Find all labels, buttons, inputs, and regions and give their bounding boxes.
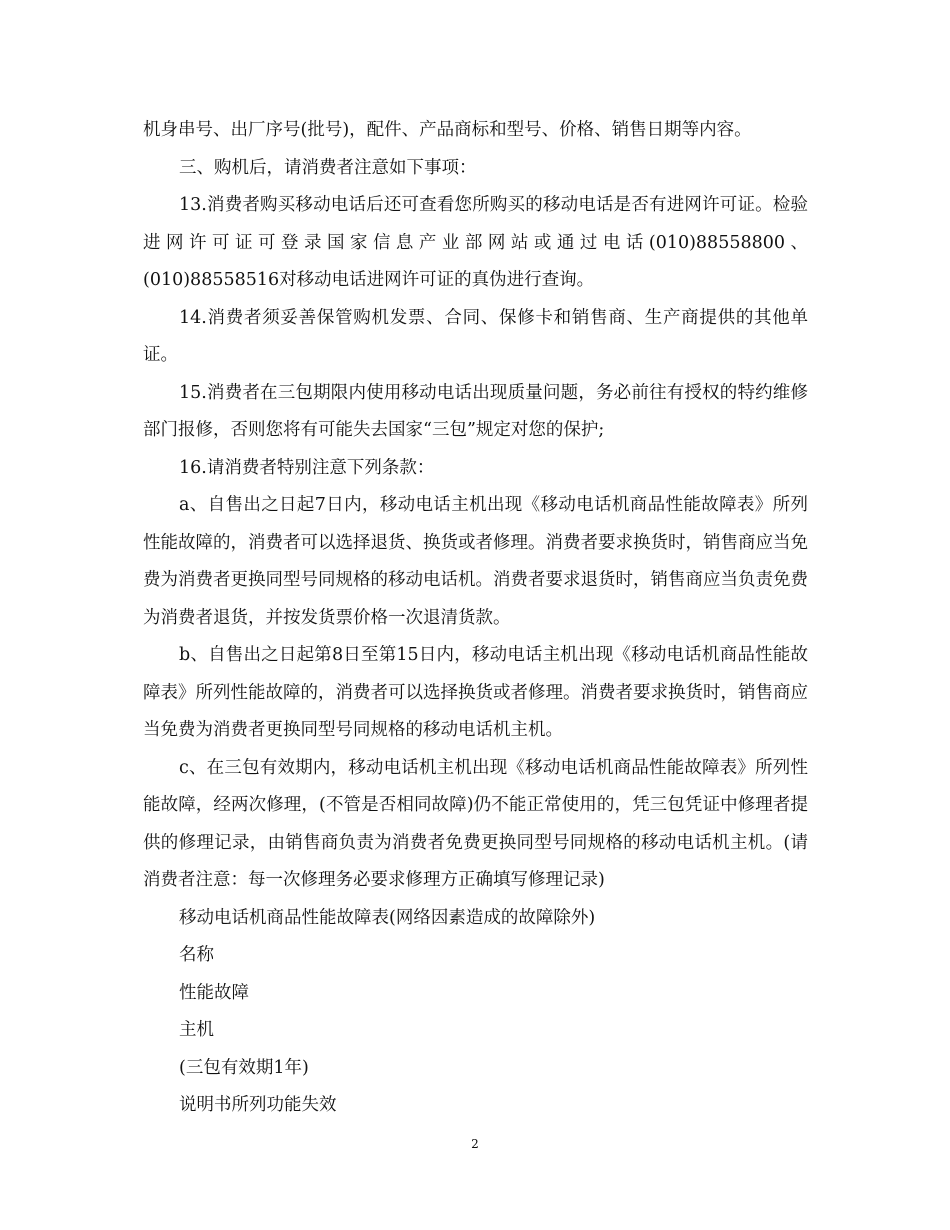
fault-table-name-header: 名称 [179,945,214,965]
document-body [143,112,808,1125]
paragraph-continuation: 机身串号、出厂序号(批号)，配件、产品商标和型号、价格、销售日期等内容。 [143,120,752,140]
fault-table-fault-header: 性能故障 [179,982,249,1003]
clause-16: 16.请消费者特别注意下列条款： [179,457,435,478]
fault-table-function-failure: 说明书所列功能失效 [179,1095,337,1115]
clause-16-c: c、在三包有效期内，移动电话机主机出现《移动电话机商品性能故障表》所列性能故障，经两次修理，(不管是否相同故障)仍不能正常使用的，凭三包凭证中修理者提供的修理记录，由销售商负责为消费者免费更换同型号同规格的移动电话机主机。(请消费者注意：每一次修理务必要求修理方正确填写修理记录) [143,757,808,890]
clause-16-a: a、自售出之日起7日内，移动电话主机出现《移动电话机商品性能故障表》所列性能故障的，消费者可以选择退货、换货或者修理。消费者要求换货时，销售商应当免费为消费者更换同型号同规格的移动电话机。消费者要求退货时，销售商应当负责免费为消费者退货，并按发货票价格一次退清货款。 [143,495,808,628]
fault-table-host-label: 主机 [179,1020,214,1040]
fault-table-warranty-period: (三包有效期1年) [179,1057,309,1078]
page-number: 2 [471,1137,479,1151]
clause-16-b: b、自售出之日起第8日至第15日内，移动电话主机出现《移动电话机商品性能故障表》所列性能故障的，消费者可以选择换货或者修理。消费者要求换货时，销售商应当免费为消费者更换同型号同规格的移动电话机主机。 [143,645,808,740]
clause-14: 14.消费者须妥善保管购机发票、合同、保修卡和销售商、生产商提供的其他单证。 [143,307,808,365]
clause-13: 13.消费者购买移动电话后还可查看您所购买的移动电话是否有进网许可证。检验进网许可证可登录国家信息产业部网站或通过电话(010)88558800、(010)88558516对移动电话进网许可证的真伪进行查询。 [143,195,808,290]
clause-15: 15.消费者在三包期限内使用移动电话出现质量问题，务必前往有授权的特约维修部门报修，否则您将有可能失去国家“三包”规定对您的保护; [143,382,808,440]
section-heading-after-purchase: 三、购机后，请消费者注意如下事项： [179,157,477,178]
fault-table-title: 移动电话机商品性能故障表(网络因素造成的故障除外) [179,907,596,928]
